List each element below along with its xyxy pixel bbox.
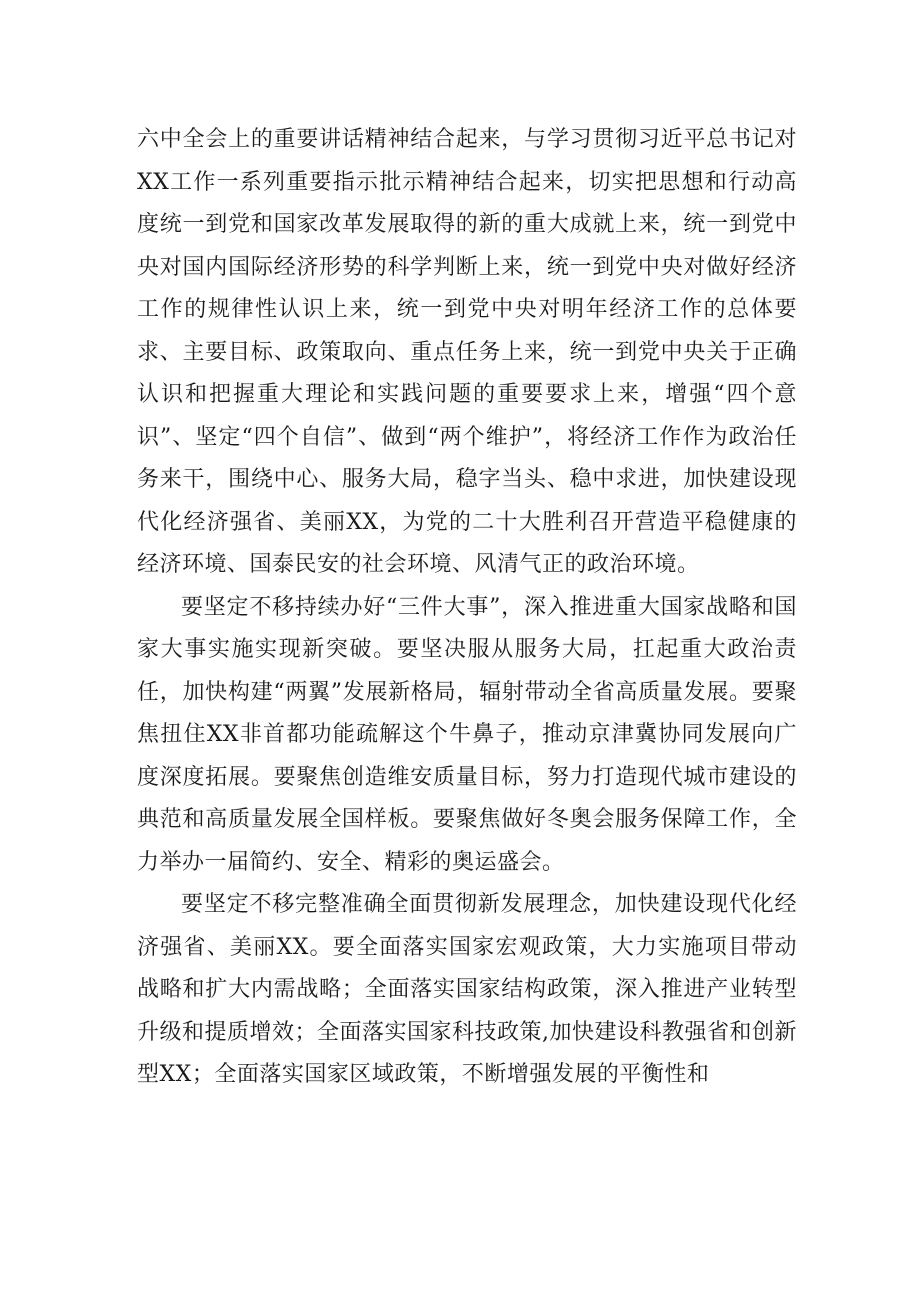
document-body [137,119,797,1097]
paragraph-2: 要坚定不移持续办好“三件大事”，深入推进重大国家战略和国家大事实施实现新突破。要坚决服从服务大局，扛起重大政治责任，加快构建“两翼”发展新格局，辐射带动全省高质量发展。要聚焦扭住XX非首都功能疏解这个牛鼻子，推动京津冀协同发展向广度深度拓展。要聚焦创造维安质量目标，努力打造现代城市建设的典范和高质量发展全国样板。要聚焦做好冬奥会服务保障工作，全力举办一届简约、安全、精彩的奥运盛会。 [137,594,797,875]
paragraph-3: 要坚定不移完整准确全面贯彻新发展理念，加快建设现代化经济强省、美丽XX。要全面落实国家宏观政策，大力实施项目带动战略和扩大内需战略；全面落实国家结构政策，深入推进产业转型升级和提质增效；全面落实国家科技政策,加快建设科教强省和创新型XX；全面落实国家区域政策，不断增强发展的平衡性和 [137,892,797,1087]
paragraph-1: 六中全会上的重要讲话精神结合起来，与学习贯彻习近平总书记对XX工作一系列重要指示批示精神结合起来，切实把思想和行动高度统一到党和国家改革发展取得的新的重大成就上来，统一到党中央对国内国际经济形势的科学判断上来，统一到党中央对做好经济工作的规律性认识上来，统一到党中央对明年经济工作的总体要求、主要目标、政策取向、重点任务上来，统一到党中央关于正确认识和把握重大理论和实践问题的重要要求上来，增强“四个意识”、坚定“四个自信”、做到“两个维护”，将经济工作作为政治任务来干，围绕中心、服务大局，稳字当头、稳中求进，加快建设现代化经济强省、美丽XX，为党的二十大胜利召开营造平稳健康的经济环境、国泰民安的社会环境、风清气正的政治环境。 [137,127,797,577]
